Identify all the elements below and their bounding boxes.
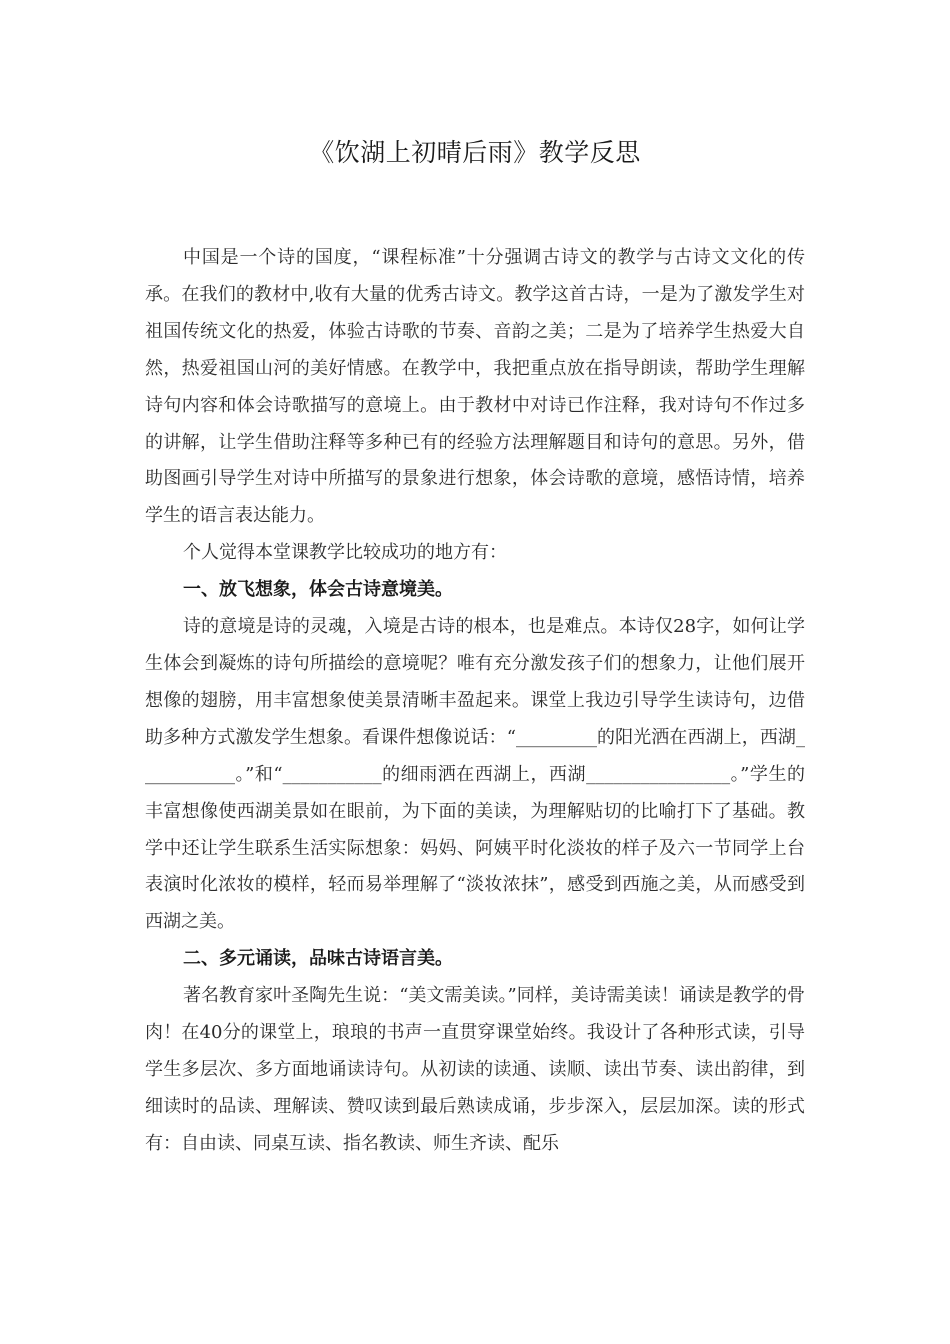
paragraph-summary: 个人觉得本堂课教学比较成功的地方有：: [183, 542, 507, 564]
section-heading-imagination: 一、放飞想象，体会古诗意境美。: [183, 579, 453, 601]
section-heading-recitation: 二、多元诵读，品味古诗语言美。: [183, 948, 453, 970]
paragraph-intro: 中国是一个诗的国度，“课程标准”十分强调古诗文的教学与古诗文文化的传承。在我们的教材中,收有大量的优秀古诗文。教学这首古诗，一是为了激发学生对祖国传统文化的热爱，体验古诗歌的节奏、音韵之美；二是为了培养学生热爱大自然，热爱祖国山河的美好情感。在教学中，我把重点放在指导朗读，帮助学生理解诗句内容和体会诗歌描写的意境上。由于教材中对诗已作注释，我对诗句不作过多的讲解，让学生借助注释等多种已有的经验方法理解题目和诗句的意思。另外，借助图画引导学生对诗中所描写的景象进行想象，体会诗歌的意境，感悟诗情，培养学生的语言表达能力。: [145, 247, 805, 527]
document-body: [145, 240, 805, 1163]
paragraph-recitation: 著名教育家叶圣陶先生说：“美文需美读。”同样，美诗需美读！诵读是教学的骨肉！在40分的课堂上，琅琅的书声一直贯穿课堂始终。我设计了各种形式读，引导学生多层次、多方面地诵读诗句。从初读的读通、读顺、读出节奏、读出韵律，到细读时的品读、理解读、赞叹读到最后熟读成诵，步步深入，层层加深。读的形式有：自由读、同桌互读、指名教读、师生齐读、配乐: [145, 985, 805, 1154]
document-title: 《饮湖上初晴后雨》教学反思: [309, 138, 641, 167]
paragraph-imagination: 诗的意境是诗的灵魂，入境是古诗的根本，也是难点。本诗仅28字，如何让学生体会到凝炼的诗句所描绘的意境呢？唯有充分激发孩子们的想象力，让他们展开想像的翅膀，用丰富想象使美景清晰丰盈起来。课堂上我边引导学生读诗句，边借助多种方式激发学生想象。看课件想像说话：“_________的阳光洒在西湖上，西湖___________。”和“___________的细雨洒在西湖上，西湖________________。”学生的丰富想像使西湖美景如在眼前，为下面的美读，为理解贴切的比喻打下了基础。教学中还让学生联系生活实际想象：妈妈、阿姨平时化淡妆的样子及六一节同学上台表演时化浓妆的模样，轻而易举理解了“淡妆浓抹”，感受到西施之美，从而感受到西湖之美。: [145, 616, 805, 933]
